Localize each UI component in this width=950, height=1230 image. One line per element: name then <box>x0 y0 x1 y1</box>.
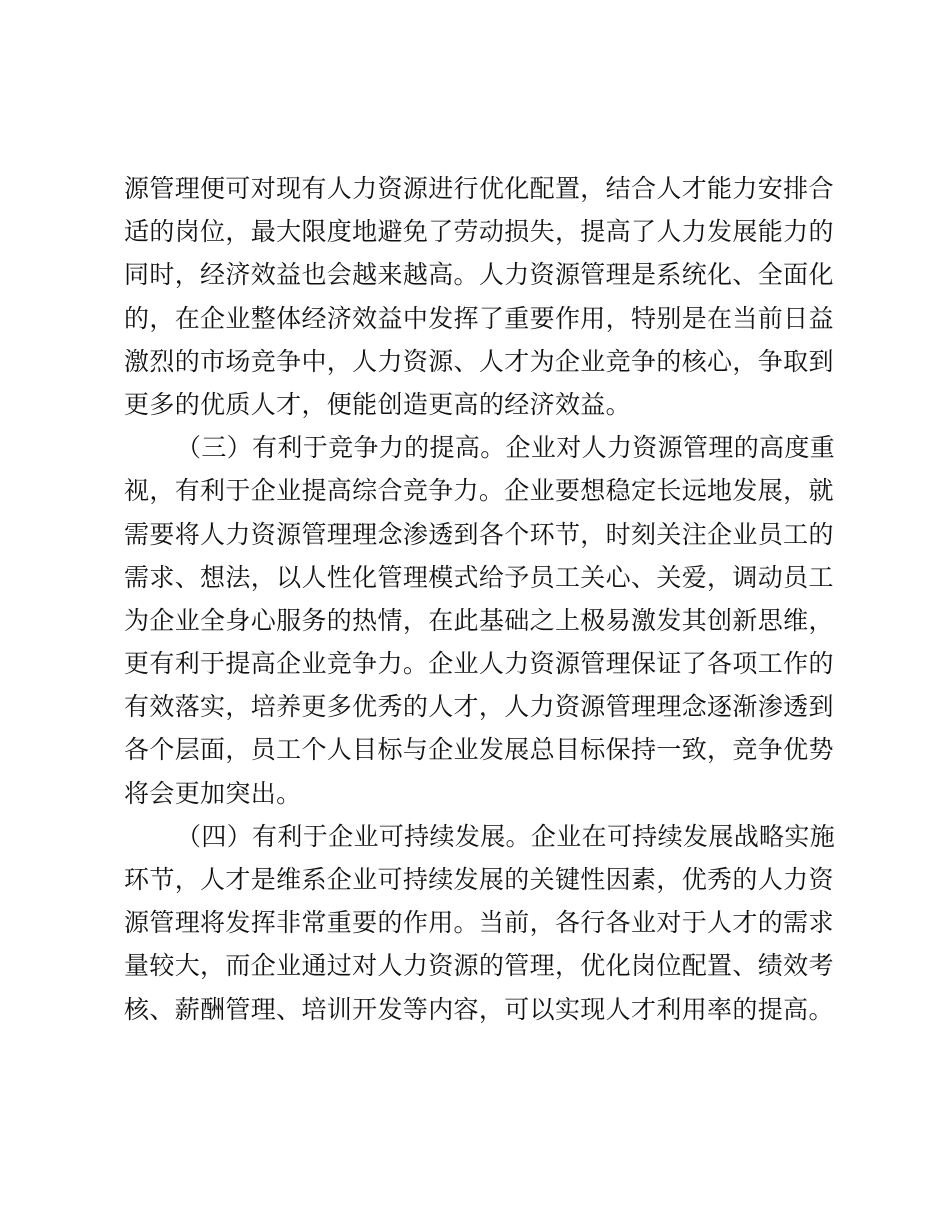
text-line: 量较大，而企业通过对人力资源的管理，优化岗位配置、绩效考 <box>124 951 834 981</box>
text-line: 更多的优质人才，便能创造更高的经济效益。 <box>124 389 632 419</box>
text-line: 的，在企业整体经济效益中发挥了重要作用，特别是在当前日益 <box>124 303 834 333</box>
text-line: 有效落实，培养更多优秀的人才，人力资源管理理念逐渐渗透到 <box>124 692 834 722</box>
text-line: 视，有利于企业提高综合竞争力。企业要想稳定长远地发展，就 <box>124 476 834 506</box>
text-line: 将会更加突出。 <box>124 778 302 808</box>
text-line: 同时，经济效益也会越来越高。人力资源管理是系统化、全面化 <box>124 260 834 290</box>
text-line: 为企业全身心服务的热情，在此基础之上极易激发其创新思维， <box>124 605 834 635</box>
body-text <box>124 167 836 1031</box>
text-line: 源管理便可对现有人力资源进行优化配置，结合人才能力安排合 <box>124 174 834 203</box>
text-line: 源管理将发挥非常重要的作用。当前，各行各业对于人才的需求 <box>124 908 834 938</box>
text-line: 需要将人力资源管理理念渗透到各个环节，时刻关注企业员工的 <box>124 519 834 549</box>
text-line: 核、薪酬管理、培训开发等内容，可以实现人才利用率的提高。 <box>124 994 834 1024</box>
text-line: 需求、想法，以人性化管理模式给予员工关心、关爱，调动员工 <box>124 562 834 592</box>
section-heading-line: （三）有利于竞争力的提高。企业对人力资源管理的高度重 <box>176 433 836 463</box>
text-line: 激烈的市场竞争中，人力资源、人才为企业竞争的核心，争取到 <box>124 346 834 376</box>
section-heading-line: （四）有利于企业可持续发展。企业在可持续发展战略实施 <box>176 821 836 851</box>
text-line: 更有利于提高企业竞争力。企业人力资源管理保证了各项工作的 <box>124 649 834 679</box>
text-line: 适的岗位，最大限度地避免了劳动损失，提高了人力发展能力的 <box>124 217 834 247</box>
text-line: 环节，人才是维系企业可持续发展的关键性因素，优秀的人力资 <box>124 865 834 894</box>
text-line: 各个层面，员工个人目标与企业发展总目标保持一致，竞争优势 <box>124 735 834 765</box>
